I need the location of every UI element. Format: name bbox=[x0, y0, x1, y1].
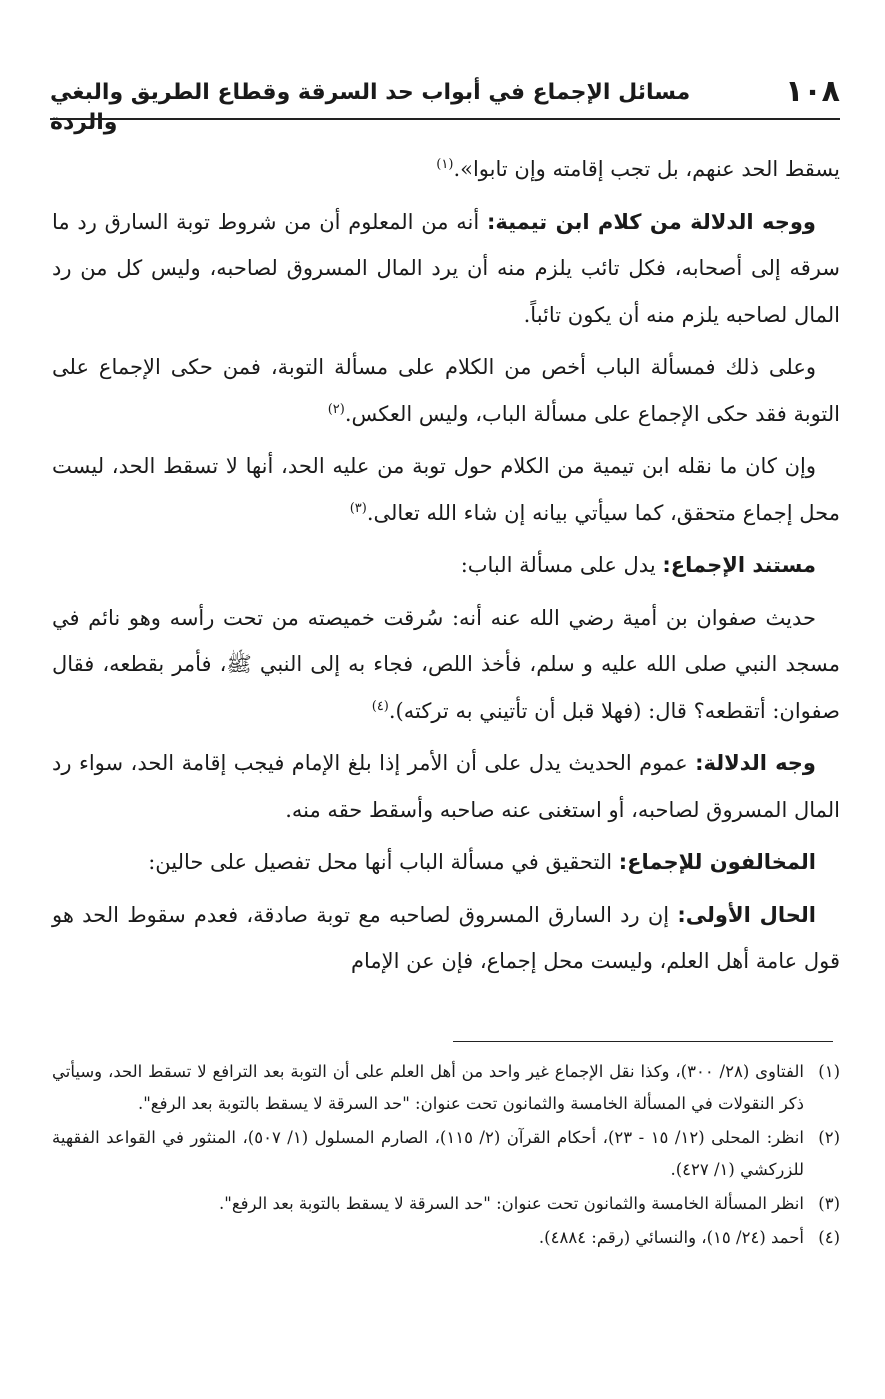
footnote-number: (٢) bbox=[818, 1128, 840, 1147]
footnote-ref: (٣) bbox=[349, 500, 367, 516]
footnote-ref: (٢) bbox=[327, 401, 345, 417]
footnote-ref: (٤) bbox=[371, 698, 389, 714]
footnote-text: الفتاوى (٢٨/ ٣٠٠)، وكذا نقل الإجماع غير واحد من أهل العلم على أن التوبة بعد الترافع لا تسقط الحد، وسيأتي ذكر النقولات في المسألة الخامسة والثمانون تحت عنوان: "حد السرقة لا يسقط بالتوبة بعد الرفع". bbox=[52, 1062, 804, 1113]
footnote-separator bbox=[453, 1041, 833, 1042]
section-lead: وجه الدلالة: bbox=[695, 751, 816, 775]
paragraph: وعلى ذلك فمسألة الباب أخص من الكلام على مسألة التوبة، فمن حكى الإجماع على التوبة فقد حكى الإجماع على مسألة الباب، وليس العكس.$^{(٢)}$ bbox=[52, 355, 840, 426]
paragraph: مستند الإجماع: يدل على مسألة الباب: bbox=[460, 553, 816, 577]
section-lead: ووجه الدلالة من كلام ابن تيمية: bbox=[486, 209, 816, 234]
footnote-number: (١) bbox=[818, 1062, 840, 1081]
page-header bbox=[50, 72, 840, 135]
footnote-ref: (١) bbox=[436, 157, 454, 172]
paragraph: الحال الأولى: إن رد السارق المسروق لصاحبه مع توبة صادقة، فعدم سقوط الحد هو قول عامة أهل العلم، وليست محل إجماع، فإن عن الإمام bbox=[52, 902, 840, 973]
footnotes bbox=[52, 1056, 840, 1256]
page-number: ١٠٨ bbox=[785, 74, 840, 109]
paragraph: يسقط الحد عنهم، بل تجب إقامته وإن تابوا».$^{(١)}$ bbox=[436, 157, 840, 181]
footnote bbox=[52, 1122, 840, 1186]
footnote-text: انظر المسألة الخامسة والثمانون تحت عنوان: "حد السرقة لا يسقط بالتوبة بعد الرفع". bbox=[218, 1194, 804, 1213]
footnote-number: (٤) bbox=[818, 1228, 840, 1247]
section-lead: مستند الإجماع: bbox=[662, 553, 816, 577]
footnote bbox=[52, 1056, 840, 1120]
paragraph: وجه الدلالة: عموم الحديث يدل على أن الأمر إذا بلغ الإمام فيجب إقامة الحد، سواء رد المال المسروق لصاحبه، أو استغنى عنه صاحبه وأسقط حقه منه. bbox=[52, 751, 840, 822]
main-text bbox=[52, 146, 840, 991]
footnote-text: انظر: المحلى (١٢/ ١٥ - ٢٣)، أحكام القرآن (٢/ ١١٥)، الصارم المسلول (١/ ٥٠٧)، المنثور في القواعد الفقهية للزركشي (١/ ٤٢٧). bbox=[52, 1128, 804, 1179]
footnote-text: أحمد (٢٤/ ١٥)، والنسائي (رقم: ٤٨٨٤). bbox=[538, 1228, 804, 1247]
footnote bbox=[52, 1222, 840, 1254]
header-rule bbox=[50, 118, 840, 120]
paragraph: وإن كان ما نقله ابن تيمية من الكلام حول توبة من عليه الحد، أنها لا تسقط الحد، ليست محل إجماع متحقق، كما سيأتي بيانه إن شاء الله تعالى.$^{(٣)}$ bbox=[52, 454, 840, 525]
footnote-number: (٣) bbox=[818, 1194, 840, 1213]
running-title: مسائل الإجماع في أبواب حد السرقة وقطاع الطريق والبغي والردة bbox=[50, 80, 691, 135]
paragraph: حديث صفوان بن أمية رضي الله عنه أنه: سُرقت خميصته من تحت رأسه وهو نائم في مسجد النبي صلى الله عليه و سلم، فأخذ اللص، فجاء به إلى النبي ﷺ، فأمر بقطعه، فقال صفوان: أتقطعه؟ قال: (فهلا قبل أن تأتيني به تركته).$^{(٤)}$ bbox=[52, 605, 840, 723]
footnote bbox=[52, 1188, 840, 1220]
paragraph: المخالفون للإجماع: التحقيق في مسألة الباب أنها محل تفصيل على حالين: bbox=[148, 850, 816, 874]
section-lead: المخالفون للإجماع: bbox=[618, 850, 816, 874]
paragraph: ووجه الدلالة من كلام ابن تيمية: أنه من المعلوم أن من شروط توبة السارق رد ما سرقه إلى أصحابه، فكل تائب يلزم منه أن يرد المال المسروق لصاحبه، وليس كل من رد المال لصاحبه يلزم منه أن يكون تائباً. bbox=[52, 209, 840, 327]
section-lead: الحال الأولى: bbox=[677, 902, 816, 927]
